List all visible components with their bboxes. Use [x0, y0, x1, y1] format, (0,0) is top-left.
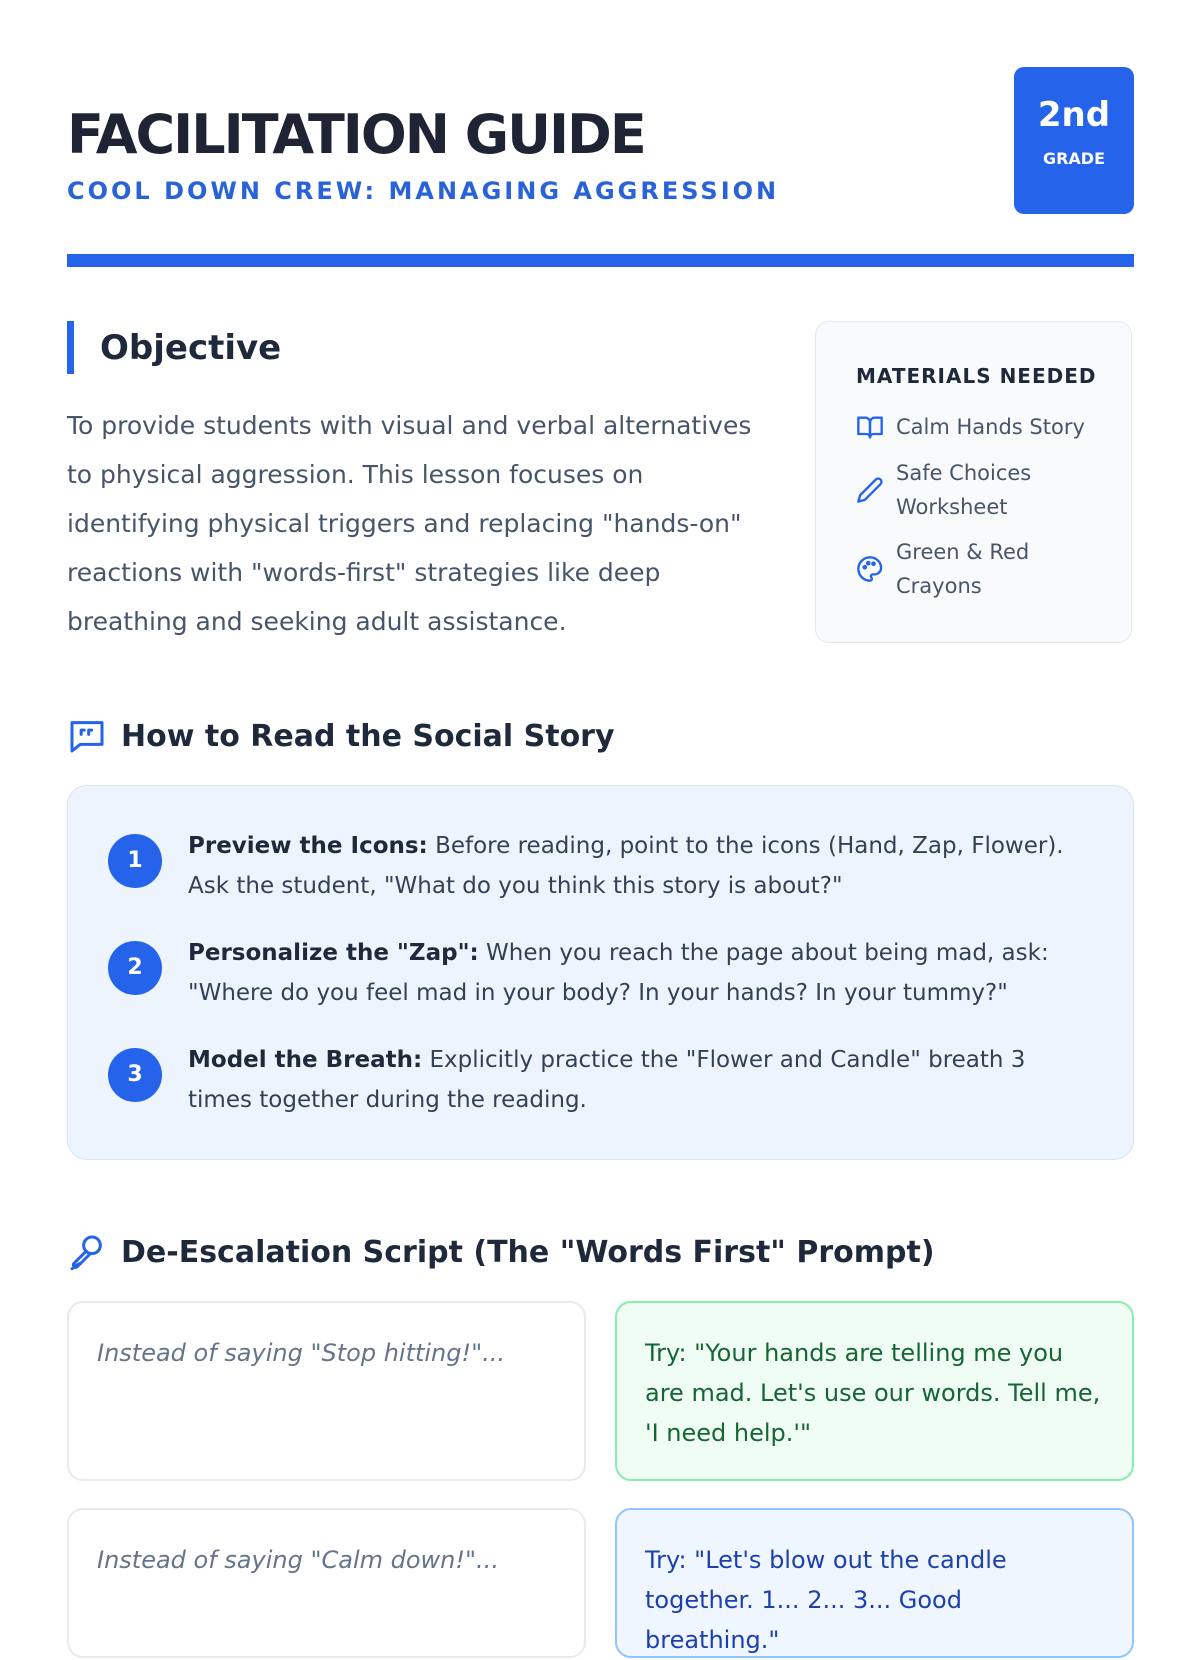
pencil-icon [856, 476, 884, 504]
step-title: Model the Breath: [188, 1047, 423, 1073]
script-section-heading [67, 1232, 935, 1272]
try-card: Try: "Your hands are telling me you are mad. Let's use our words. Tell me, 'I need help.'" [615, 1301, 1134, 1481]
step-number: 1 [108, 834, 162, 888]
story-section-title: How to Read the Social Story [121, 718, 615, 754]
grade-label: GRADE [1042, 149, 1106, 168]
objective-heading: Objective [100, 328, 282, 368]
step-title: Personalize the "Zap": [188, 940, 479, 966]
header-divider [67, 254, 1134, 267]
palette-icon [856, 555, 884, 583]
step-text [188, 933, 1068, 1013]
page-title: FACILITATION GUIDE [67, 103, 645, 166]
step-number: 2 [108, 941, 162, 995]
materials-item [856, 410, 1085, 444]
materials-card [815, 321, 1132, 643]
story-section-heading [67, 716, 615, 756]
step-body: When you reach the page about being mad, ask: "Where do you feel mad in your body? In your hands? In your tummy?" [188, 940, 1049, 1006]
instead-card: Instead of saying "Calm down!"... [67, 1508, 586, 1658]
objective-text: To provide students with visual and verbal alternatives to physical aggression. This lesson focuses on identifying physical triggers and replacing "hands-on" reactions with "words-first" strategies like deep breathing and seeking adult assistance. [67, 411, 752, 636]
grade-badge [1014, 67, 1134, 214]
step-text [188, 826, 1068, 906]
script-section-title: De-Escalation Script (The "Words First" Prompt) [121, 1234, 935, 1270]
materials-title: MATERIALS NEEDED [856, 364, 1097, 388]
materials-item-label: Safe Choices Worksheet [896, 461, 1032, 519]
objective-accent-bar [67, 321, 74, 374]
quote-message-icon [67, 716, 107, 756]
story-step [108, 826, 1068, 906]
materials-item [856, 456, 1086, 524]
microphone-icon [67, 1232, 107, 1272]
book-icon [856, 413, 884, 441]
step-body: Before reading, point to the icons (Hand, Zap, Flower). Ask the student, "What do you think this story is about?" [188, 833, 1064, 899]
step-number: 3 [108, 1048, 162, 1102]
story-step [108, 933, 1068, 1013]
instead-card: Instead of saying "Stop hitting!"... [67, 1301, 586, 1481]
materials-item-label: Green & Red Crayons [896, 540, 1030, 598]
materials-item [856, 535, 1086, 603]
story-step [108, 1040, 1068, 1120]
try-card: Try: "Let's blow out the candle together. 1... 2... 3... Good breathing." [615, 1508, 1134, 1658]
grade-number: 2nd [1037, 95, 1111, 135]
story-steps-box [67, 785, 1134, 1160]
step-title: Preview the Icons: [188, 833, 428, 859]
page-subtitle: COOL DOWN CREW: MANAGING AGGRESSION [67, 177, 780, 205]
step-body: Explicitly practice the "Flower and Candle" breath 3 times together during the reading. [188, 1047, 1026, 1113]
materials-item-label: Calm Hands Story [896, 415, 1085, 439]
step-text [188, 1040, 1068, 1120]
